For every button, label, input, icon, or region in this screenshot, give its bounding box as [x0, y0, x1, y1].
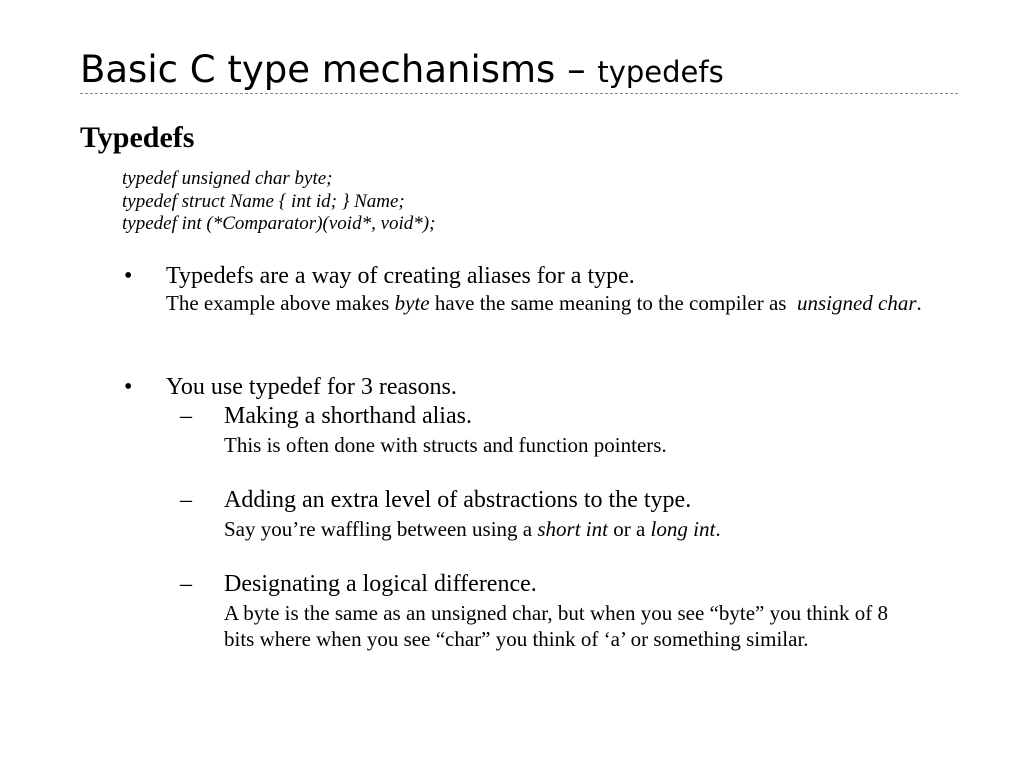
- reason-abstraction: [224, 486, 924, 542]
- code-example: [122, 168, 435, 236]
- code-line: typedef unsigned char byte;: [122, 168, 333, 189]
- detail-emphasis: unsigned char: [796, 291, 917, 315]
- reason-text: Designating a logical difference.: [224, 571, 537, 597]
- dash-icon: –: [180, 571, 192, 597]
- title-divider: [80, 93, 958, 94]
- reason-logical-difference: [224, 570, 924, 652]
- bullet-icon: •: [124, 374, 133, 400]
- detail-text: Say you’re waffling between using a: [224, 517, 533, 541]
- detail-text: .: [916, 291, 922, 315]
- detail-emphasis: short int: [537, 517, 608, 541]
- title-separator: –: [567, 48, 586, 91]
- detail-emphasis: byte: [394, 291, 430, 315]
- title-subtitle: typedefs: [597, 55, 724, 89]
- detail-emphasis: long int: [650, 517, 716, 541]
- title-main: Basic C type mechanisms: [80, 48, 556, 91]
- reason-detail: A byte is the same as an unsigned char, but when you see “byte” you think of 8 bits where when you see “char” you think of ‘a’ or something similar.: [224, 601, 889, 651]
- code-line: typedef struct Name { int id; } Name;: [122, 190, 405, 212]
- detail-text: or a: [613, 517, 646, 541]
- section-heading: Typedefs: [80, 121, 195, 154]
- bullet-icon: •: [124, 263, 133, 289]
- detail-text: have the same meaning to the compiler as: [434, 291, 787, 315]
- bullet-text: Typedefs are a way of creating aliases for a type.: [166, 263, 635, 289]
- reason-detail: This is often done with structs and function pointers.: [224, 433, 667, 457]
- reason-shorthand: [224, 402, 924, 458]
- reason-text: Making a shorthand alias.: [224, 403, 472, 429]
- dash-icon: –: [180, 403, 192, 429]
- reason-detail: [224, 516, 924, 542]
- reason-text: Adding an extra level of abstractions to the type.: [224, 487, 692, 513]
- bullet-text: You use typedef for 3 reasons.: [166, 374, 457, 400]
- detail-text: The example above makes: [166, 291, 390, 315]
- bullet-aliases: [166, 262, 926, 316]
- bullet-reasons: [166, 373, 926, 401]
- bullet-detail: [166, 290, 926, 316]
- detail-text: .: [715, 517, 721, 541]
- dash-icon: –: [180, 487, 192, 513]
- slide-title: [80, 44, 724, 98]
- code-line: typedef int (*Comparator)(void*, void*);: [122, 213, 436, 234]
